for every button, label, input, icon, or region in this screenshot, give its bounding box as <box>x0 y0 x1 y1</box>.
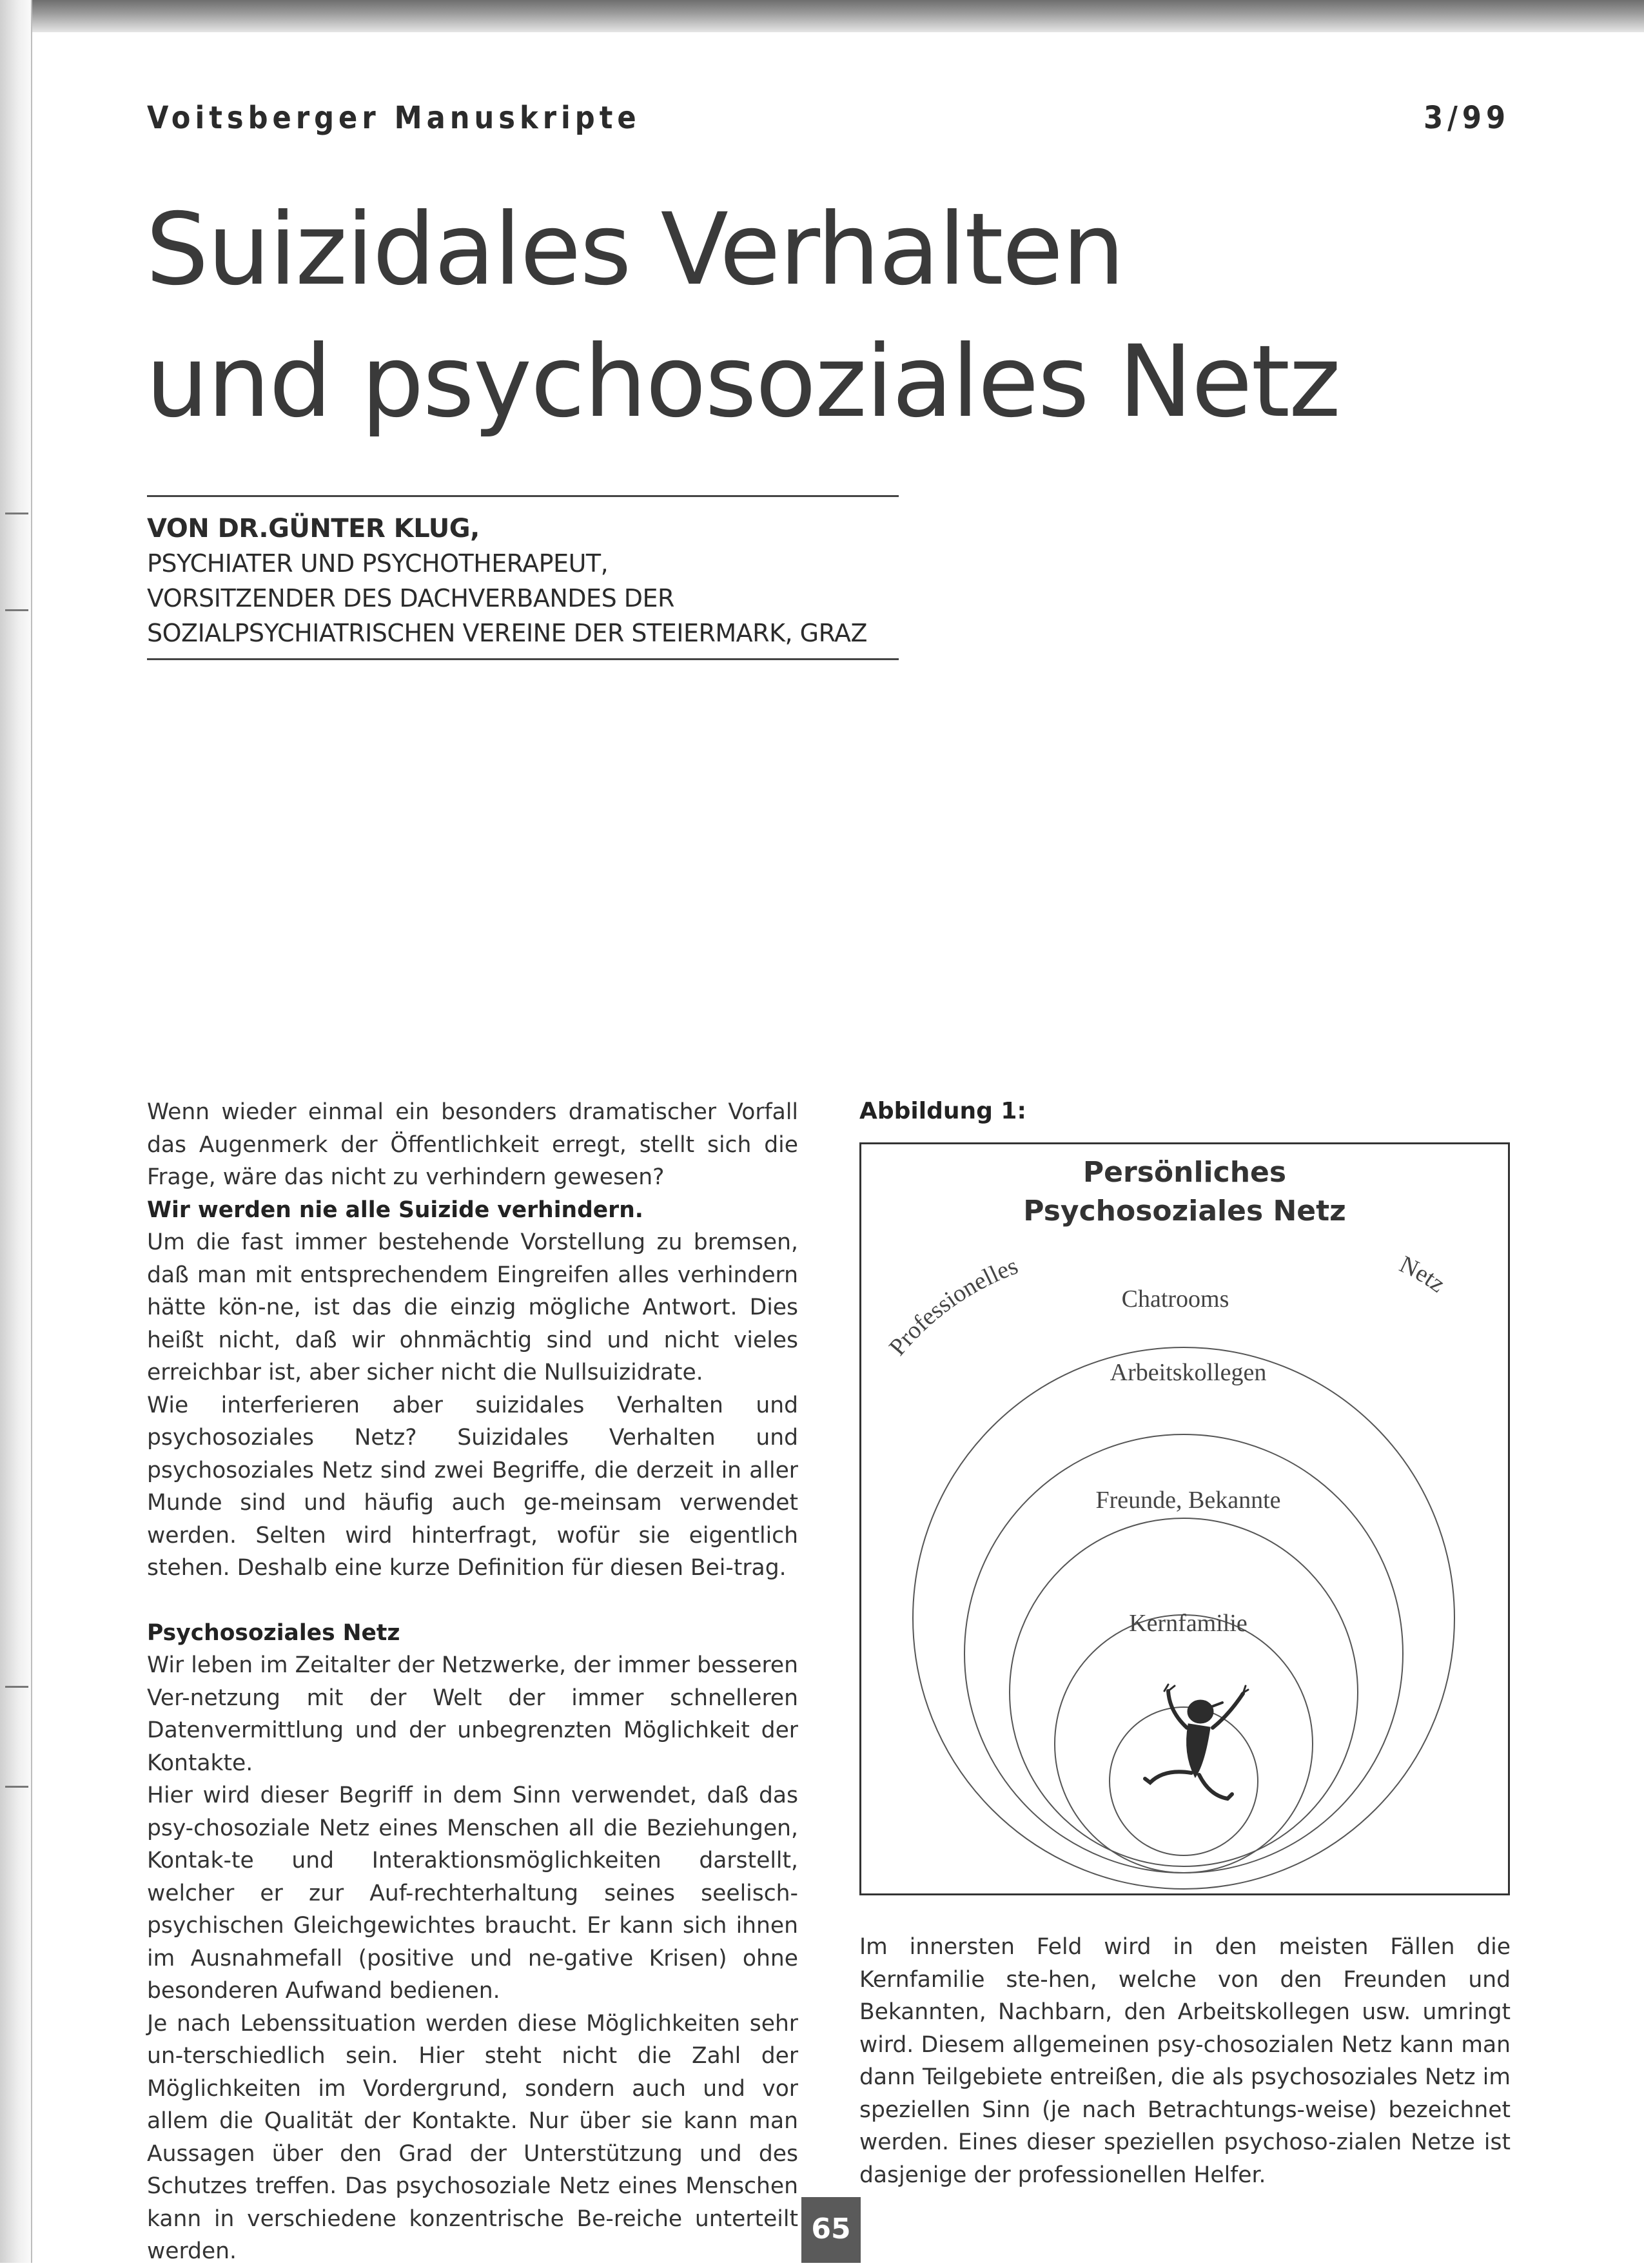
paragraph: Im innersten Feld wird in den meisten Fällen die Kernfamilie ste-hen, welche von den Freunden und Bekannten, Nachbarn, den Arbeitskollegen usw. umringt wird. Diesem allgemeinen psy-chosozialen Netz kann man dann Teilgebiete entreißen, die als psychosoziales Netz im speziellen Sinn (je nach Betrachtungs-weise) bezeichnet werden. Eines dieser speziellen psychoso-zialen Netze ist dasjenige der professionellen Helfer. <box>859 1934 1511 2188</box>
paragraph: Wir leben im Zeitalter der Netzwerke, der immer besseren Ver-netzung mit der Welt der immer schnelleren Datenvermittlung und der unbegrenzten Möglichkeit der Kontakte. <box>147 1652 798 1776</box>
author-block <box>147 495 899 660</box>
article-title <box>146 184 1500 448</box>
author-organization: SOZIALPSYCHIATRISCHEN VEREINE DER STEIERMARK, GRAZ <box>147 619 867 647</box>
binding-mark <box>5 513 28 514</box>
section-heading: Psychosoziales Netz <box>147 1619 400 1646</box>
body-column-right <box>859 1931 1511 2191</box>
author-position: VORSITZENDER DES DACHVERBANDES DER <box>147 584 674 612</box>
label-freunde-bekannte: Freunde, Bekannte <box>1095 1487 1281 1514</box>
figure-diagram <box>859 1142 1510 1895</box>
label-chatrooms: Chatrooms <box>1121 1286 1229 1313</box>
issue-number: 3/99 <box>1424 100 1510 136</box>
author-role: PSYCHIATER UND PSYCHOTHERAPEUT, <box>147 549 609 578</box>
emphasis-sentence: Wir werden nie alle Suizide verhindern. <box>147 1197 643 1223</box>
title-line-2: und psychosoziales Netz <box>146 324 1340 440</box>
publication-name: Voitsberger Manuskripte <box>147 100 641 136</box>
scan-edge-left <box>0 0 32 2263</box>
paragraph: Hier wird dieser Begriff in dem Sinn verwendet, daß das psy-chosoziale Netz eines Menschen all die Beziehungen, Kontak-te und Interaktionsmöglichkeiten darstellt, welcher er zur Auf-rechterhaltung seines seelisch-psychischen Gleichgewichtes braucht. Er kann sich ihnen im Ausnahmefall (positive und ne-gative Krisen) ohne besonderen Aufwand bedienen. <box>147 1783 798 2004</box>
label-arbeitskollegen: Arbeitskollegen <box>1110 1359 1267 1386</box>
paragraph: Je nach Lebenssituation werden diese Möglichkeiten sehr un-terschiedlich sein. Hier steht nicht die Zahl der Möglichkeiten im Vordergrund, sondern auch und vor allem die Qualität der Kontakte. Nur über sie kann man Aussagen über den Grad der Unterstützung und des Schutzes treffen. Das psychosoziale Netz eines Menschen kann in verschiedene konzentrische Be-reiche unterteilt werden. <box>147 2010 798 2264</box>
binding-mark <box>5 609 28 611</box>
ring-kernfamilie <box>1110 1707 1258 1855</box>
title-line-1: Suizidales Verhalten <box>146 192 1124 308</box>
author-name: VON DR.GÜNTER KLUG, <box>147 514 480 543</box>
network-circles <box>861 1144 1508 1893</box>
ring-arbeitskollegen <box>1010 1518 1358 1866</box>
figure-label: Abbildung 1: <box>859 1098 1026 1124</box>
paragraph: Wenn wieder einmal ein besonders dramatischer Vorfall das Augenmerk der Öffentlichkeit erregt, stellt sich die Frage, wäre das nicht zu verhindern gewesen? <box>147 1099 798 1190</box>
paragraph: Um die fast immer bestehende Vorstellung zu bremsen, daß man mit entsprechendem Eingreifen alles verhindern hätte kön-ne, ist das die einzig mögliche Antwort. Dies heißt nicht, daß wir ohnmächtig sind und nicht vieles erreichbar ist, aber sicher nicht die Nullsuizidrate. <box>147 1229 798 1385</box>
label-kernfamilie: Kernfamilie <box>1129 1610 1248 1637</box>
paragraph: Wie interferieren aber suizidales Verhalten und psychosoziales Netz? Suizidales Verhalten und psychosoziales Netz sind zwei Begriffe, die derzeit in aller Munde sind und häufig auch ge-meinsam verwendet werden. Selten wird hinterfragt, wofür sie eigentlich stehen. Deshalb eine kurze Definition für diesen Bei-trag. <box>147 1392 798 1581</box>
scan-edge-top <box>0 0 1644 32</box>
body-column-left <box>147 1096 798 2268</box>
binding-mark <box>5 1786 28 1788</box>
dancing-figure-icon <box>1145 1685 1248 1799</box>
arc-label-professionelles: Professionelles <box>883 1252 1022 1361</box>
arc-label-netz: Netz <box>1395 1250 1451 1298</box>
figure-title-line-2: Psychosoziales Netz <box>1023 1195 1346 1227</box>
ring-freunde <box>1055 1615 1313 1873</box>
binding-mark <box>5 1686 28 1688</box>
page-number: 65 <box>801 2197 861 2263</box>
figure-title-line-1: Persönliches <box>1082 1156 1287 1189</box>
